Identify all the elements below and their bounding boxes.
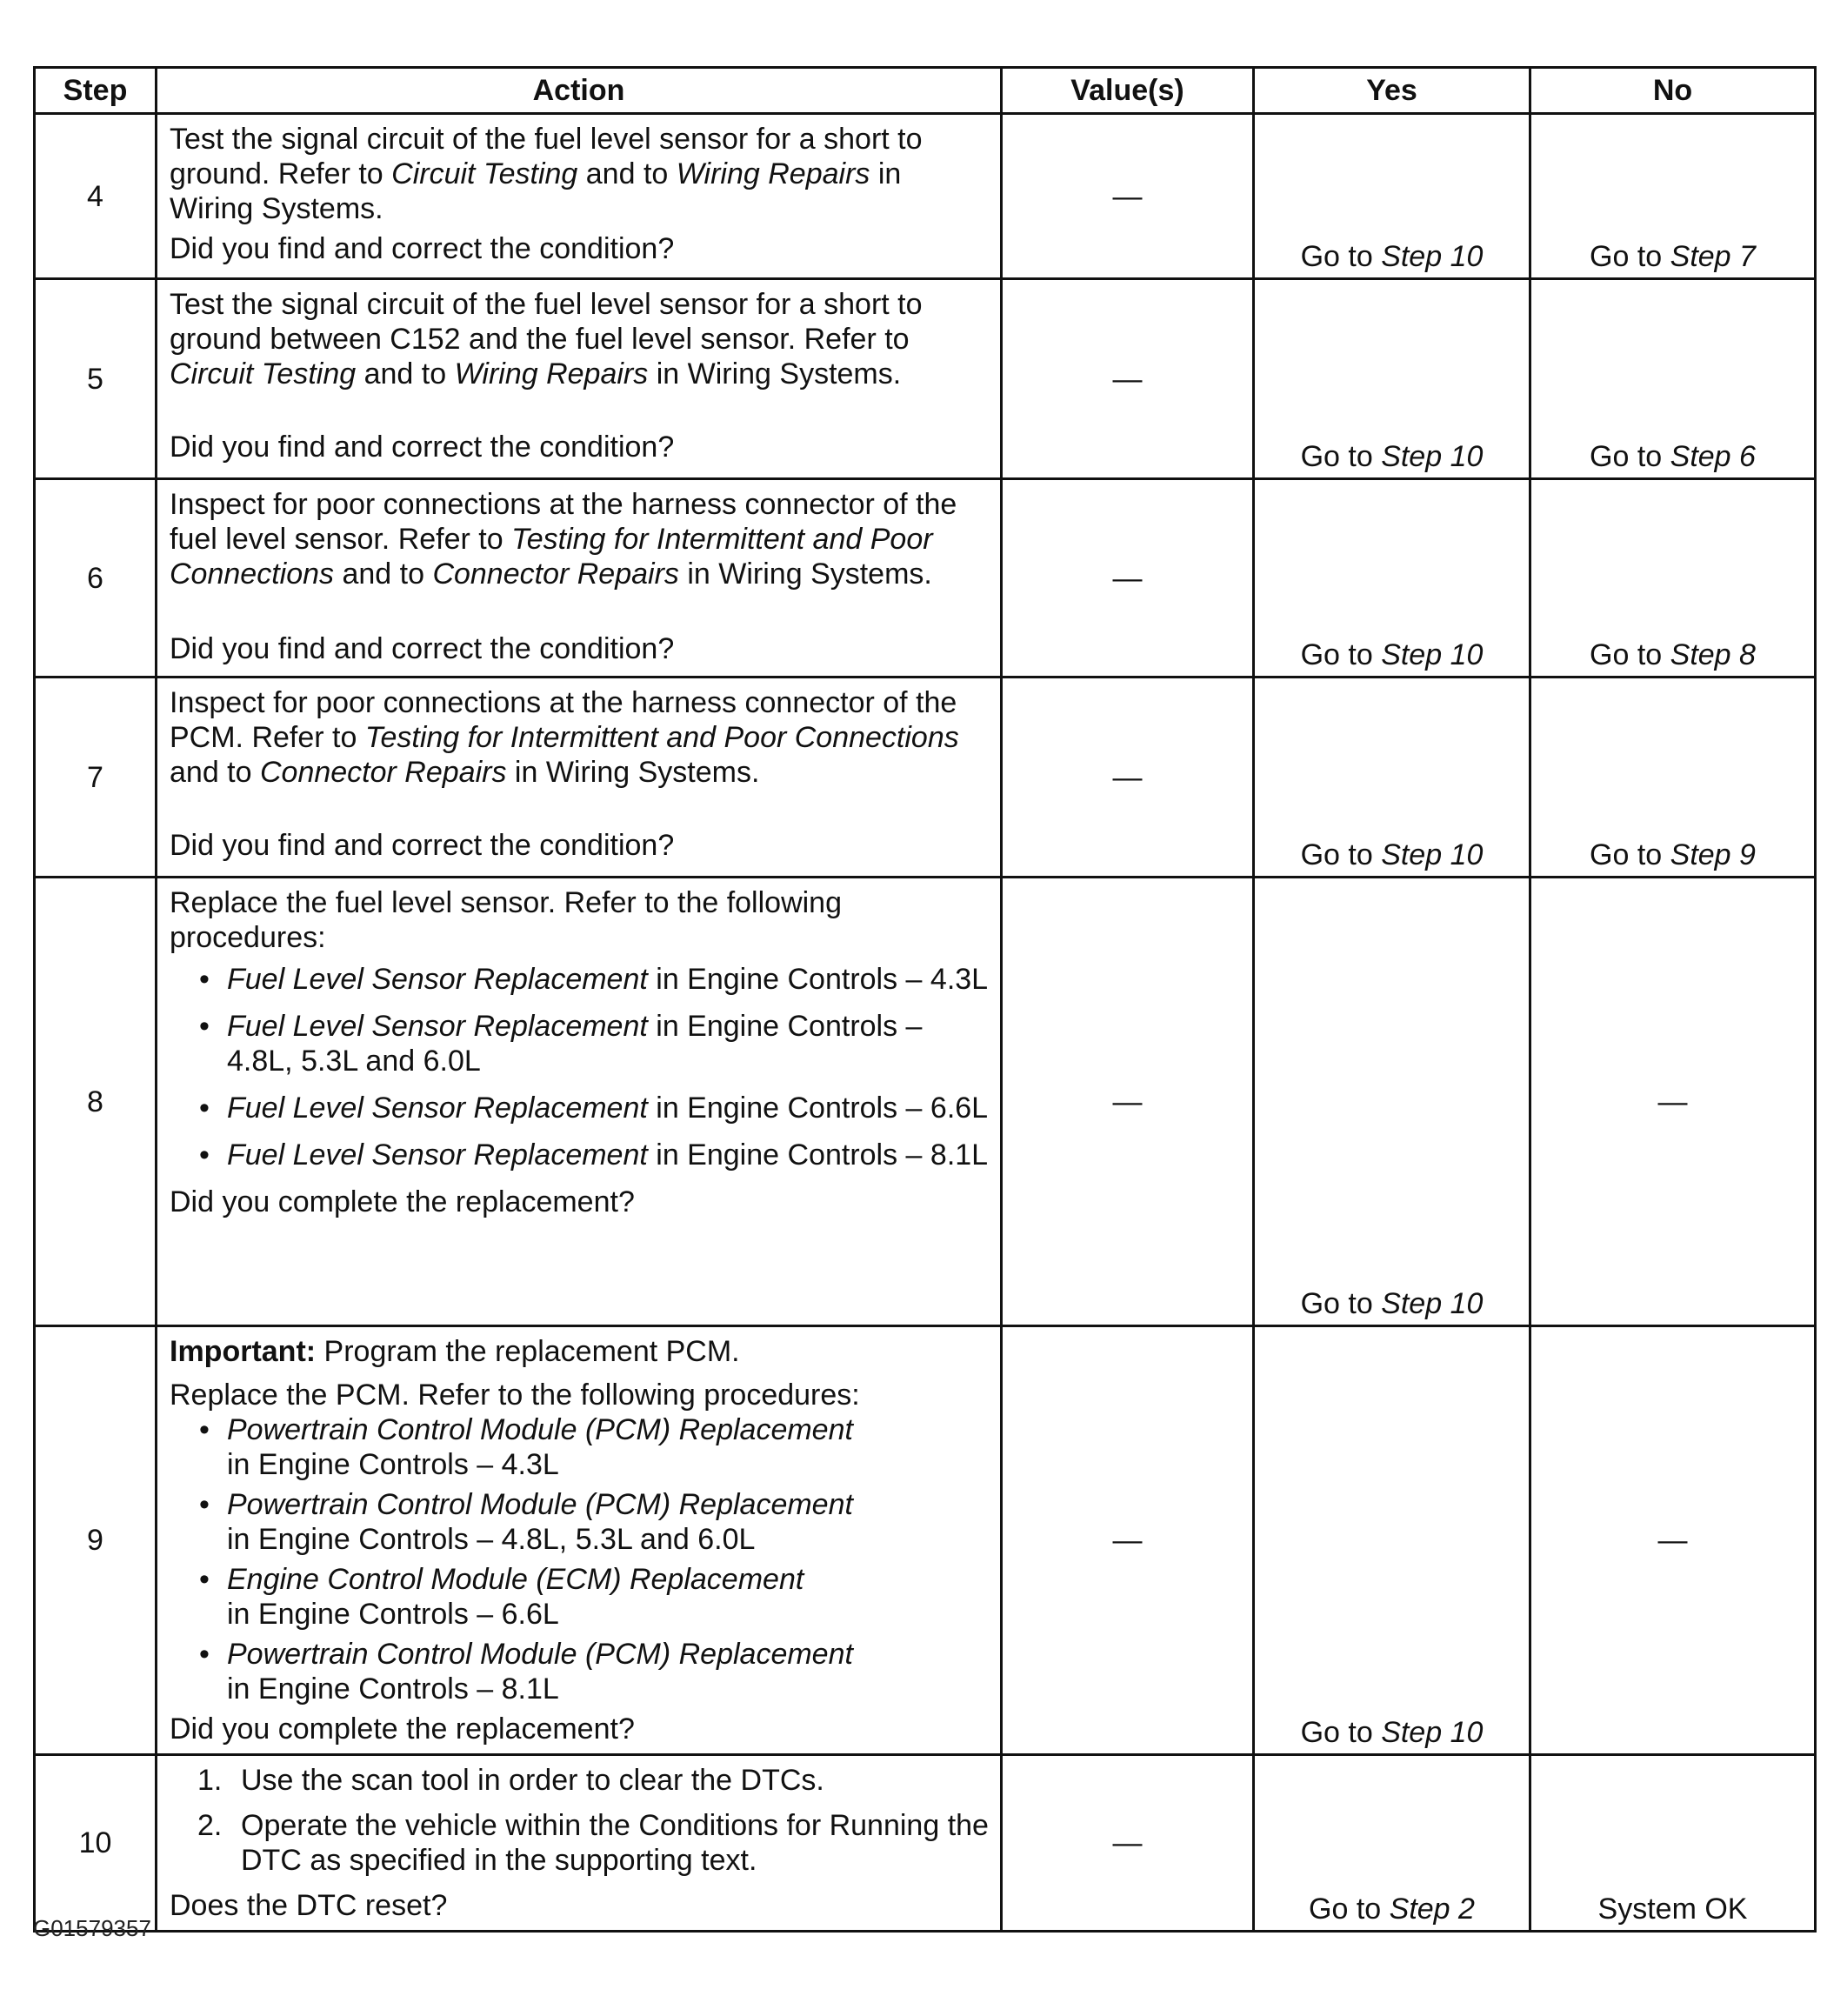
goto-prefix: Go to [1300, 838, 1382, 871]
step-number: 10 [35, 1755, 157, 1932]
value-cell: — [1002, 678, 1254, 878]
action-intro: Replace the PCM. Refer to the following procedures: [170, 1378, 860, 1412]
value-cell: — [1002, 114, 1254, 279]
goto-step: Step 10 [1381, 1287, 1484, 1320]
action-question: Did you complete the replacement? [170, 1712, 635, 1746]
action-reference: Circuit Testing [170, 357, 357, 391]
list-text: Operate the vehicle within the Conditions for Running the DTC as specified in the supporting text. [241, 1809, 989, 1877]
action-reference: Connector Repairs [432, 557, 679, 591]
yes-cell [1254, 1326, 1530, 1755]
no-value: — [1657, 1085, 1688, 1118]
action-text-part: in Wiring Systems. [506, 756, 760, 789]
action-reference: Testing for Intermittent and Poor Connections [170, 523, 933, 591]
table-row [35, 114, 1816, 279]
list-item [170, 1138, 990, 1172]
no-cell [1530, 114, 1816, 279]
yes-cell [1254, 878, 1530, 1326]
goto-step: Step 8 [1670, 638, 1756, 671]
action-cell [157, 114, 1002, 279]
action-cell [157, 678, 1002, 878]
action-cell [157, 479, 1002, 678]
action-text-part: Inspect for poor connections at the harness connector of the PCM. Refer to [170, 686, 957, 754]
no-cell [1530, 678, 1816, 878]
goto-prefix: Go to [1300, 440, 1382, 473]
list-item [170, 1637, 990, 1706]
no-value: System OK [1597, 1893, 1748, 1926]
action-text-part: Test the signal circuit of the fuel level sensor for a short to ground between C152 and the fuel level sensor. Refer to [170, 288, 923, 356]
yes-goto [1255, 439, 1529, 474]
no-cell [1530, 279, 1816, 479]
action-text-part: in Wiring Systems. [678, 557, 932, 591]
no-cell [1530, 878, 1816, 1326]
table-row [35, 878, 1816, 1326]
action-text-part: and to [170, 756, 260, 789]
action-question: Did you find and correct the condition? [170, 632, 675, 665]
no-goto [1531, 439, 1814, 474]
action-text-part: in Wiring Systems. [648, 357, 902, 391]
procedure-title: Powertrain Control Module (PCM) Replacement [227, 1488, 853, 1521]
step-number: 6 [35, 479, 157, 678]
action-text-part: Test the signal circuit of the fuel level sensor for a short to ground. Refer to [170, 123, 923, 190]
numbered-list [170, 1763, 990, 1878]
value-cell: — [1002, 479, 1254, 678]
list-item [170, 1412, 990, 1482]
action-text-part: and to [356, 357, 455, 391]
list-number: 2. [197, 1809, 223, 1842]
table-row [35, 1755, 1816, 1932]
action-reference: Wiring Repairs [676, 157, 870, 190]
goto-prefix: Go to [1590, 838, 1670, 871]
goto-step: Step 2 [1389, 1893, 1475, 1926]
action-text [170, 487, 990, 617]
action-text-part: and to [577, 157, 677, 190]
action-text-part: and to [334, 557, 433, 591]
header-yes: Yes [1254, 68, 1530, 114]
action-reference: Wiring Repairs [454, 357, 649, 391]
goto-prefix: Go to [1300, 1716, 1382, 1749]
list-item [170, 1808, 990, 1878]
no-cell [1530, 1326, 1816, 1755]
goto-prefix: Go to [1309, 1893, 1390, 1926]
table-row [35, 279, 1816, 479]
step-number: 5 [35, 279, 157, 479]
action-question: Did you find and correct the condition? [170, 431, 675, 464]
header-step: Step [35, 68, 157, 114]
procedure-title: Fuel Level Sensor Replacement [227, 1138, 648, 1172]
yes-goto [1255, 1715, 1529, 1750]
procedure-list [170, 1412, 990, 1706]
table-row [35, 1326, 1816, 1755]
action-reference: Connector Repairs [259, 756, 507, 789]
step-number: 7 [35, 678, 157, 878]
list-item [170, 962, 990, 997]
no-goto [1531, 838, 1814, 872]
goto-prefix: Go to [1300, 240, 1382, 273]
goto-prefix: Go to [1300, 1287, 1382, 1320]
table-row [35, 479, 1816, 678]
step-number: 4 [35, 114, 157, 279]
no-cell [1530, 1755, 1816, 1932]
procedure-title: Powertrain Control Module (PCM) Replacement [227, 1413, 853, 1446]
action-cell [157, 279, 1002, 479]
value-cell: — [1002, 1755, 1254, 1932]
action-question: Did you find and correct the condition? [170, 232, 675, 265]
header-row [35, 68, 1816, 114]
yes-goto [1255, 1892, 1529, 1926]
no-goto [1531, 239, 1814, 274]
goto-step: Step 10 [1381, 838, 1484, 871]
goto-step: Step 10 [1381, 1716, 1484, 1749]
value-cell: — [1002, 279, 1254, 479]
list-item [170, 1562, 990, 1632]
procedure-title: Fuel Level Sensor Replacement [227, 1010, 648, 1043]
goto-step: Step 6 [1670, 440, 1756, 473]
yes-goto [1255, 239, 1529, 274]
figure-id: G01579357 [33, 1915, 151, 1941]
action-question: Did you complete the replacement? [170, 1185, 635, 1218]
procedure-title: Fuel Level Sensor Replacement [227, 963, 648, 996]
yes-cell [1254, 1755, 1530, 1932]
list-item [170, 1009, 990, 1078]
procedure-title: Powertrain Control Module (PCM) Replacement [227, 1638, 853, 1671]
action-question: Did you find and correct the condition? [170, 829, 675, 862]
important-label: Important: [170, 1335, 317, 1368]
goto-prefix: Go to [1300, 638, 1382, 671]
no-cell [1530, 479, 1816, 678]
procedure-location: in Engine Controls – 6.6L [647, 1091, 989, 1125]
action-text [170, 685, 990, 798]
table-row [35, 678, 1816, 878]
procedure-title: Engine Control Module (ECM) Replacement [227, 1563, 804, 1596]
header-action: Action [157, 68, 1002, 114]
list-item [170, 1091, 990, 1125]
goto-prefix: Go to [1590, 440, 1670, 473]
goto-step: Step 10 [1381, 240, 1484, 273]
procedure-list [170, 962, 990, 1172]
header-values: Value(s) [1002, 68, 1254, 114]
action-text-part: Inspect for poor connections at the harness connector of the fuel level sensor. Refer to [170, 488, 957, 556]
no-value: — [1657, 1524, 1688, 1557]
procedure-location: in Engine Controls – 4.3L [647, 963, 989, 996]
action-text-part: in Wiring Systems. [170, 157, 902, 225]
step-number: 9 [35, 1326, 157, 1755]
action-cell [157, 1755, 1002, 1932]
yes-goto [1255, 638, 1529, 672]
action-intro: Replace the fuel level sensor. Refer to the following procedures: [170, 886, 843, 954]
yes-goto [1255, 1286, 1529, 1321]
procedure-location: in Engine Controls – 4.8L, 5.3L and 6.0L [227, 1523, 756, 1556]
yes-cell [1254, 279, 1530, 479]
action-text [170, 122, 990, 225]
action-cell [157, 1326, 1002, 1755]
goto-step: Step 10 [1381, 440, 1484, 473]
yes-cell [1254, 678, 1530, 878]
procedure-title: Fuel Level Sensor Replacement [227, 1091, 648, 1125]
procedure-location: in Engine Controls – 4.8L, 5.3L and 6.0L [227, 1010, 923, 1078]
yes-cell [1254, 114, 1530, 279]
yes-cell [1254, 479, 1530, 678]
important-text: Program the replacement PCM. [316, 1335, 740, 1368]
header-no: No [1530, 68, 1816, 114]
goto-prefix: Go to [1590, 240, 1670, 273]
procedure-location: in Engine Controls – 8.1L [647, 1138, 989, 1172]
action-question: Does the DTC reset? [170, 1889, 448, 1922]
value-cell: — [1002, 878, 1254, 1326]
important-note [170, 1334, 990, 1369]
goto-prefix: Go to [1590, 638, 1670, 671]
list-number: 1. [197, 1764, 223, 1797]
value-cell: — [1002, 1326, 1254, 1755]
list-item [170, 1763, 990, 1798]
goto-step: Step 9 [1670, 838, 1756, 871]
action-reference: Circuit Testing [391, 157, 578, 190]
action-text [170, 287, 990, 400]
goto-step: Step 7 [1670, 240, 1756, 273]
procedure-location: in Engine Controls – 8.1L [227, 1672, 559, 1706]
step-number: 8 [35, 878, 157, 1326]
procedure-location: in Engine Controls – 6.6L [227, 1598, 559, 1631]
procedure-location: in Engine Controls – 4.3L [227, 1448, 559, 1481]
action-reference: Testing for Intermittent and Poor Connections [364, 721, 959, 754]
action-cell [157, 878, 1002, 1326]
no-goto [1531, 638, 1814, 672]
list-text: Use the scan tool in order to clear the DTCs. [241, 1764, 824, 1797]
list-item [170, 1487, 990, 1557]
goto-step: Step 10 [1381, 638, 1484, 671]
yes-goto [1255, 838, 1529, 872]
diagnostic-table [33, 66, 1817, 1933]
